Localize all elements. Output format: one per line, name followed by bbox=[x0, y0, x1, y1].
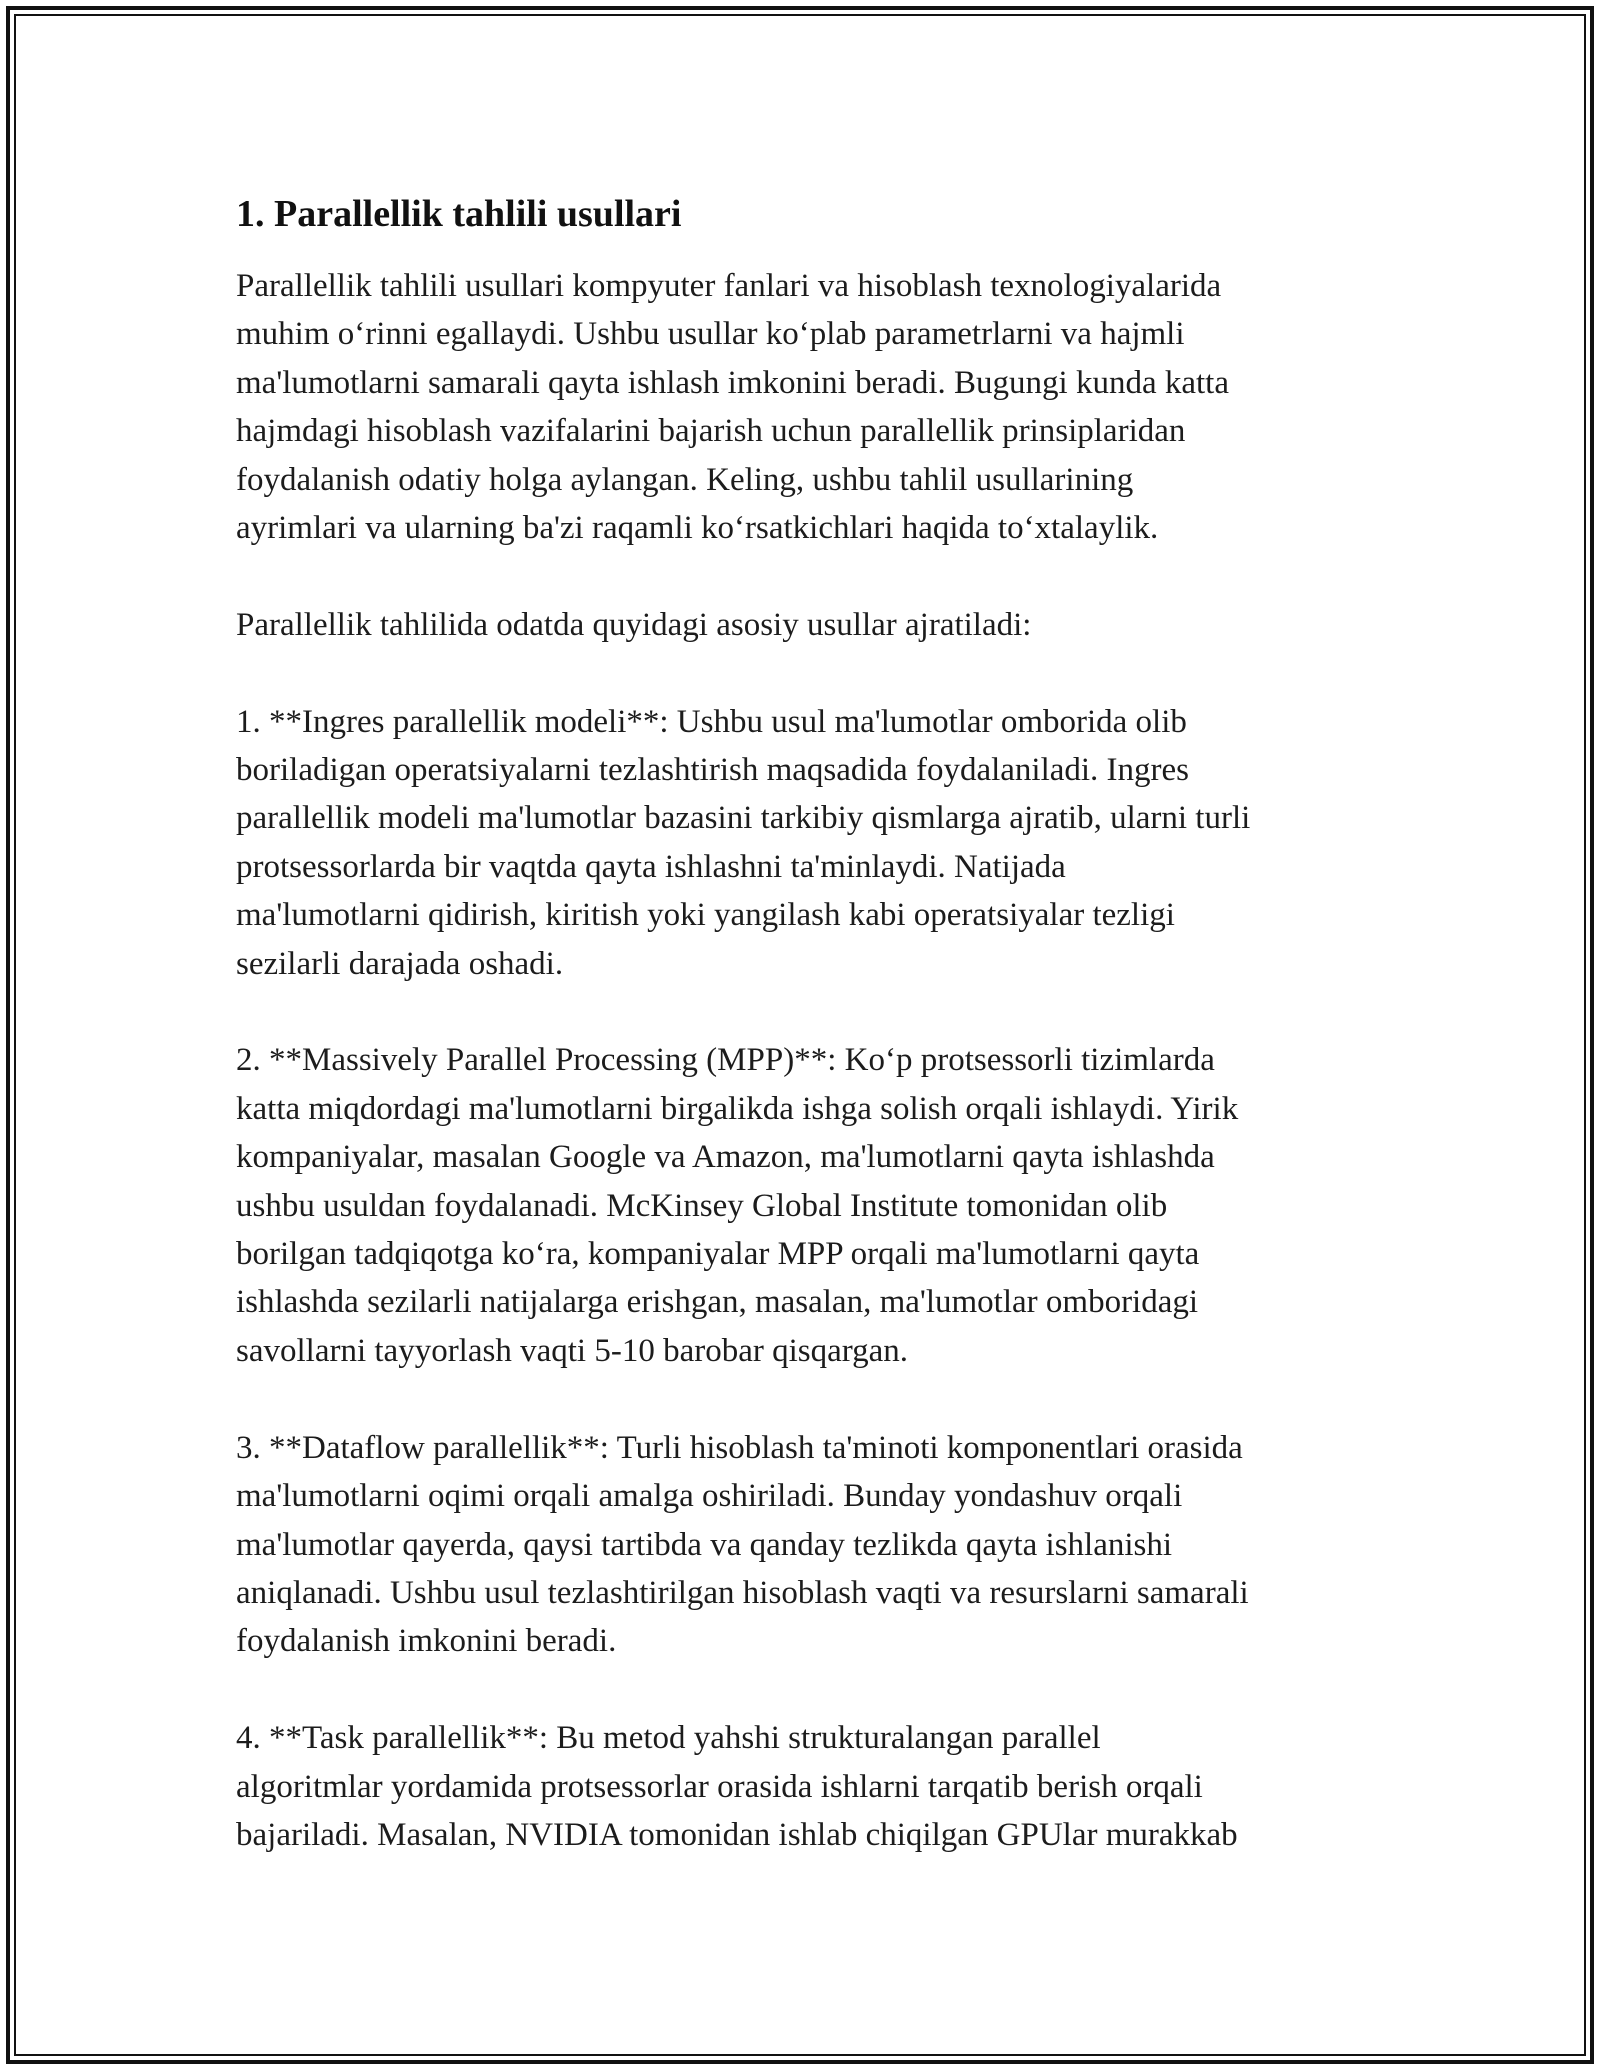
paragraph-ingres: 1. **Ingres parallellik modeli**: Ushbu usul ma'lumotlar omborida olib boriladigan operatsiyalarni tezlashtirish maqsadida foydalaniladi. Ingres parallellik modeli ma'lumotlar bazasini tarkibiy qismlarga ajratib, ularni turli protsessorlarda bir vaqtda qayta ishlashni ta'minlaydi. Natijada ma'lumotlarni qidirish, kiritish yoki yangilash kabi operatsiyalar tezligi sezilarli darajada oshadi. bbox=[236, 703, 1251, 982]
paragraph-methods-lead: Parallellik tahlilida odatda quyidagi asosiy usullar ajratiladi: bbox=[236, 606, 1032, 643]
paragraph-dataflow: 3. **Dataflow parallellik**: Turli hisoblash ta'minoti komponentlari orasida ma'lumotlarni oqimi orqali amalga oshiriladi. Bunday yondashuv orqali ma'lumotlar qayerda, qaysi tartibda va qanday tezlikda qayta ishlanishi aniqlanadi. Ushbu usul tezlashtirilgan hisoblash vaqti va resurslarni samarali foydalanish imkonini beradi. bbox=[236, 1429, 1249, 1660]
paragraph-task: 4. **Task parallellik**: Bu metod yahshi strukturalangan parallel algoritmlar yordamida protsessorlar orasida ishlarni tarqatib berish orqali bajariladi. Masalan, NVIDIA tomonidan ishlab chiqilgan GPUlar murakkab bbox=[236, 1720, 1238, 1853]
paragraph-intro: Parallellik tahlili usullari kompyuter fanlari va hisoblash texnologiyalarida muhim o‘rinni egallaydi. Ushbu usullar ko‘plab parametrlarni va hajmli ma'lumotlarni samarali qayta ishlash imkonini beradi. Bugungi kunda katta hajmdagi hisoblash vazifalarini bajarish uchun parallellik prinsiplaridan foydalanish odatiy holga aylangan. Keling, ushbu tahlil usullarining ayrimlari va ularning ba'zi raqamli ko‘rsatkichlari haqida to‘xtalaylik. bbox=[236, 268, 1229, 547]
document-title: 1. Parallellik tahlili usullari bbox=[236, 193, 682, 235]
document-page bbox=[236, 188, 1386, 1859]
paragraph-mpp: 2. **Massively Parallel Processing (MPP)**: Ko‘p protsessorli tizimlarda katta miqdordagi ma'lumotlarni birgalikda ishga solish orqali ishlaydi. Yirik kompaniyalar, masalan Google va Amazon, ma'lumotlarni qayta ishlashda ushbu usuldan foydalanadi. McKinsey Global Institute tomonidan olib borilgan tadqiqotga ko‘ra, kompaniyalar MPP orqali ma'lumotlarni qayta ishlashda sezilarli natijalarga erishgan, masalan, ma'lumotlar omboridagi savollarni tayyorlash vaqti 5-10 barobar qisqargan. bbox=[236, 1042, 1239, 1369]
